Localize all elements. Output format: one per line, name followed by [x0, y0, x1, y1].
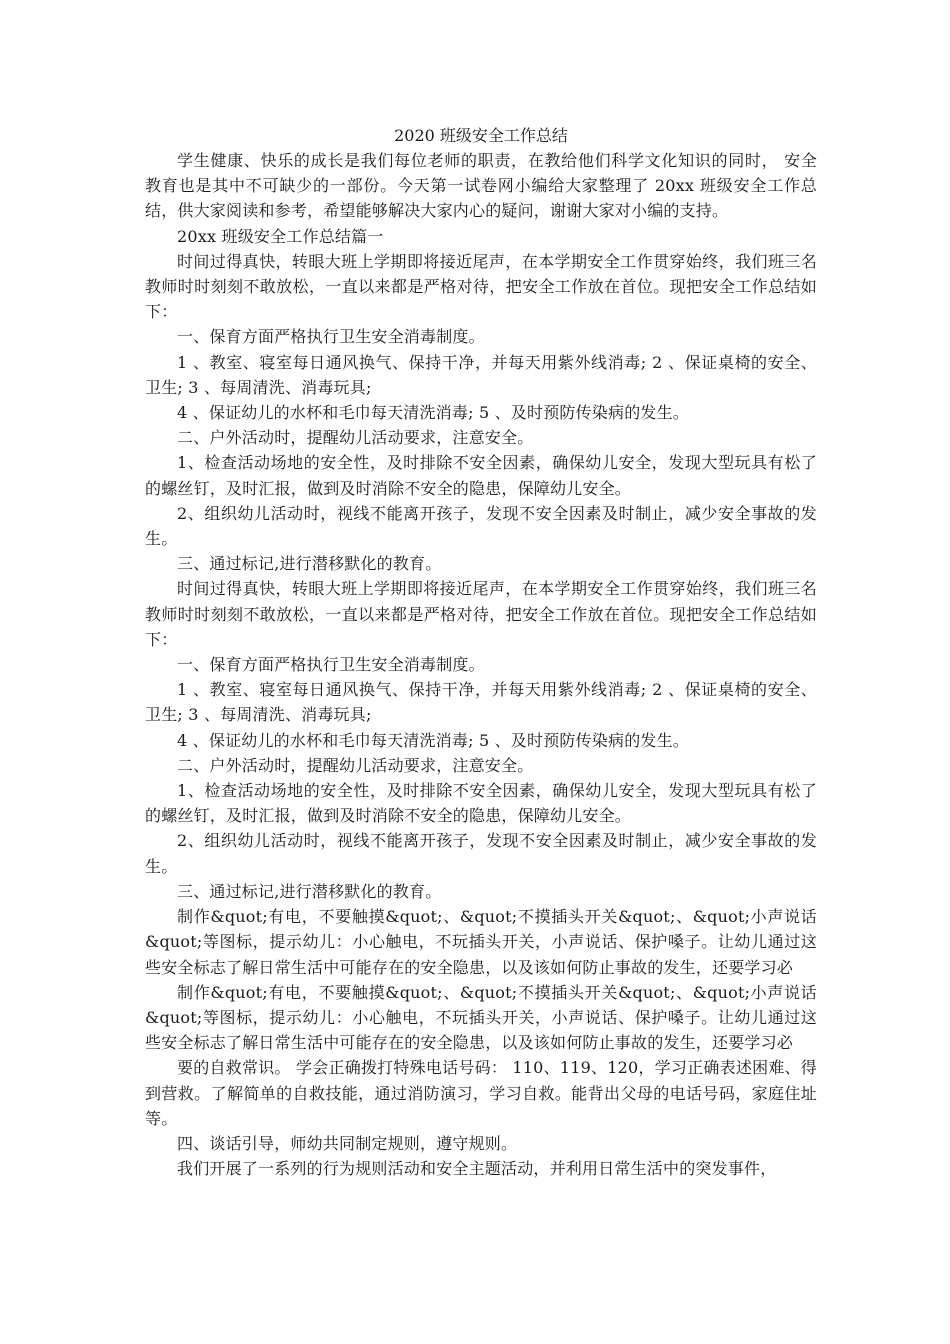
paragraph: 4 、保证幼儿的水杯和毛巾每天清洗消毒; 5 、及时预防传染病的发生。	[177, 730, 690, 750]
paragraph: 1 、教室、寝室每日通风换气、保持干净，并每天用紫外线消毒; 2 、保证桌椅的安全、卫生; 3 、每周清洗、消毒玩具;	[145, 352, 817, 397]
paragraph: 时间过得真快，转眼大班上学期即将接近尾声，在本学期安全工作贯穿始终，我们班三名教师时时刻刻不敢放松，一直以来都是严格对待，把安全工作放在首位。现把安全工作总结如下：	[145, 251, 817, 322]
paragraph: 我们开展了一系列的行为规则活动和安全主题活动，并利用日常生活中的突发事件，	[177, 1159, 777, 1179]
paragraph: 1、检查活动场地的安全性，及时排除不安全因素，确保幼儿安全，发现大型玩具有松了的螺丝钉，及时汇报，做到及时消除不安全的隐患，保障幼儿安全。	[145, 453, 817, 498]
paragraph: 四、谈话引导，师幼共同制定规则，遵守规则。	[177, 1133, 518, 1153]
document-title: 2020 班级安全工作总结	[394, 126, 568, 145]
paragraph: 4 、保证幼儿的水杯和毛巾每天清洗消毒; 5 、及时预防传染病的发生。	[177, 403, 690, 423]
paragraph: 1、检查活动场地的安全性，及时排除不安全因素，确保幼儿安全，发现大型玩具有松了的螺丝钉，及时汇报，做到及时消除不安全的隐患，保障幼儿安全。	[145, 781, 817, 826]
paragraph: 要的自救常识。 学会正确拨打特殊电话号码： 110、119、120，学习正确表述困难、得到营救。了解简单的自救技能，通过消防演习，学习自救。能背出父母的电话号码，家庭住址等。	[145, 1058, 817, 1128]
paragraph: 时间过得真快，转眼大班上学期即将接近尾声，在本学期安全工作贯穿始终，我们班三名教师时时刻刻不敢放松，一直以来都是严格对待，把安全工作放在首位。现把安全工作总结如下：	[145, 579, 817, 649]
section-heading: 20xx 班级安全工作总结篇一	[177, 226, 384, 246]
intro-paragraph: 学生健康、快乐的成长是我们每位老师的职责，在教给他们科学文化知识的同时， 安全 教育也是其中不可缺少的一部份。今天第一试卷网小编给大家整理了 20xx 班级安全工作总结，供大家阅读和参考，希望能够解决大家内心的疑问，谢谢大家对小编的支持。	[145, 151, 817, 221]
document-page	[145, 124, 817, 1181]
document-body	[145, 148, 817, 1181]
paragraph: 2、组织幼儿活动时，视线不能离开孩子，发现不安全因素及时制止，减少安全事故的发生。	[145, 503, 817, 549]
paragraph: 一、保育方面严格执行卫生安全消毒制度。	[177, 327, 485, 347]
paragraph: 1 、教室、寝室每日通风换气、保持干净，并每天用紫外线消毒; 2 、保证桌椅的安全、卫生; 3 、每周清洗、消毒玩具;	[145, 680, 817, 725]
paragraph: 制作&quot;有电，不要触摸&quot;、&quot;不摸插头开关&quot;、&quot;小声说话&quot;等图标，提示幼儿：小心触电，不玩插头开关，小声说话、保护嗓子。让幼儿通过这些安全标志了解日常生活中可能存在的安全隐患，以及该如何防止事故的发生，还要学习必	[145, 982, 817, 1053]
paragraph: 二、户外活动时，提醒幼儿活动要求，注意安全。	[177, 755, 534, 775]
paragraph: 2、组织幼儿活动时，视线不能离开孩子，发现不安全因素及时制止，减少安全事故的发生。	[145, 831, 817, 876]
paragraph: 二、户外活动时，提醒幼儿活动要求，注意安全。	[177, 428, 534, 448]
paragraph: 制作&quot;有电，不要触摸&quot;、&quot;不摸插头开关&quot;、&quot;小声说话&quot;等图标，提示幼儿：小心触电，不玩插头开关，小声说话、保护嗓子。让幼儿通过这些安全标志了解日常生活中可能存在的安全隐患，以及该如何防止事故的发生，还要学习必	[145, 907, 817, 977]
paragraph: 一、保育方面严格执行卫生安全消毒制度。	[177, 655, 485, 675]
paragraph: 三、通过标记,进行潜移默化的教育。	[177, 554, 442, 574]
paragraph: 三、通过标记,进行潜移默化的教育。	[177, 881, 442, 901]
